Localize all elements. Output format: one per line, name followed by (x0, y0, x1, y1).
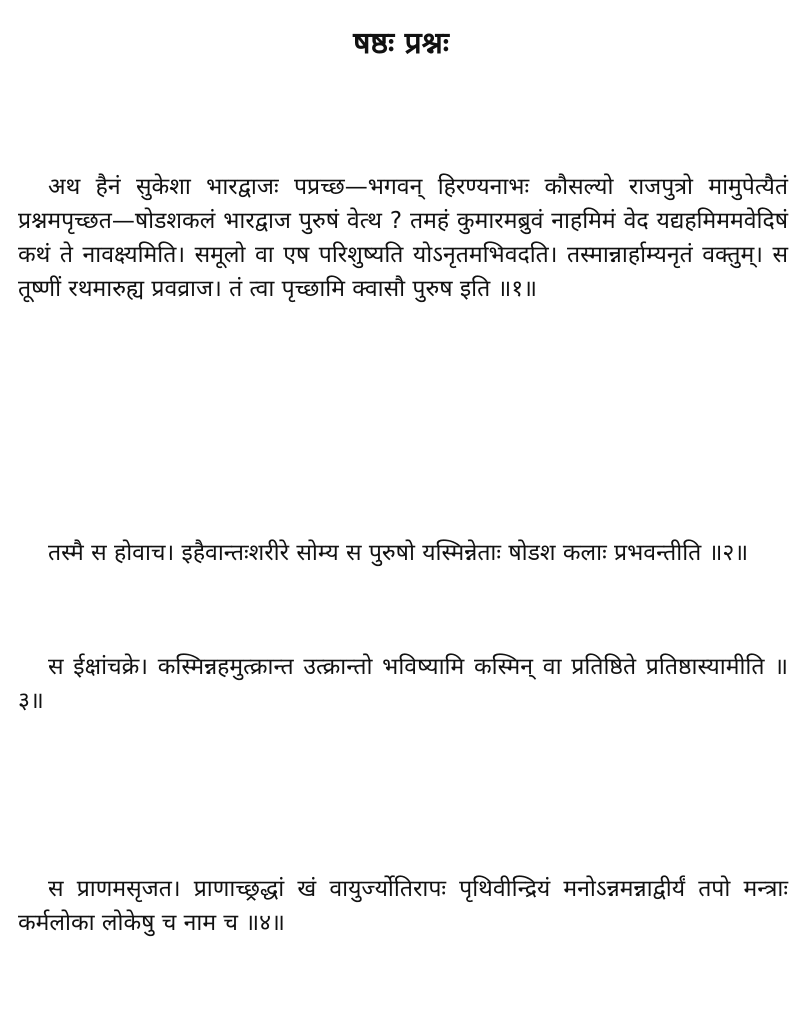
verse-1: अथ हैनं सुकेशा भारद्वाजः पप्रच्छ—भगवन् हिरण्यनाभः कौसल्यो राजपुत्रो मामुपेत्यैतं प्रश्नमपृच्छत—षोडशकलं भारद्वाज पुरुषं वेत्थ ? तमहं कुमारमब्रुवं नाहमिमं वेद यद्यहमिममवेदिषं कथं ते नावक्ष्यमिति। समूलो वा एष परिशुष्यति योऽनृतमभिवदति। तस्मान्नार्हाम्यनृतं वक्तुम्। स तूष्णीं रथमारुह्य प्रवव्राज। तं त्वा पृच्छामि क्वासौ पुरुष इति ॥१॥ (18, 174, 788, 302)
verse-4: स प्राणमसृजत। प्राणाच्छ्रद्धां खं वायुर्ज्योतिरापः पृथिवीन्द्रियं मनोऽन्नमन्नाद्वीर्यं तपो मन्त्राः कर्मलोका लोकेषु च नाम च ॥४॥ (18, 876, 788, 936)
verse-3: स ईक्षांचक्रे। कस्मिन्नहमुत्क्रान्त उत्क्रान्तो भविष्यामि कस्मिन् वा प्रतिष्ठिते प्रतिष्ठास्यामीति ॥३॥ (18, 654, 788, 714)
verse-2: तस्मै स होवाच। इहैवान्तःशरीरे सोम्य स पुरुषो यस्मिन्नेताः षोडश कलाः प्रभवन्तीति ॥२॥ (48, 540, 749, 566)
chapter-heading: षष्ठः प्रश्नः (353, 26, 449, 61)
